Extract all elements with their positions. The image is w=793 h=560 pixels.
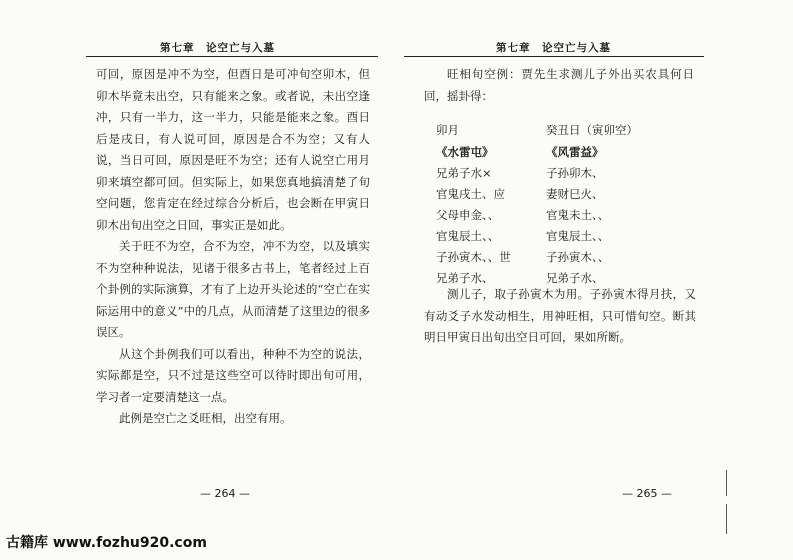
paragraph: 旺相旬空例：贾先生求测儿子外出买农具何日回，摇卦得： xyxy=(424,67,694,103)
month-label: 卯月 xyxy=(436,123,459,137)
right-page-number: — 265 — xyxy=(622,487,672,500)
hexagram-line: 官鬼未土、、 xyxy=(546,208,610,222)
left-page xyxy=(0,0,396,560)
hexagram-table xyxy=(436,142,706,285)
hexagram-line: 官鬼辰土、、 xyxy=(546,229,610,243)
left-header-rule xyxy=(86,56,378,57)
hexagram-line: 官鬼辰土、、 xyxy=(436,229,500,243)
left-page-number: — 264 — xyxy=(200,487,250,500)
hexagram-title: 《水雷屯》 xyxy=(436,145,494,159)
right-header-rule xyxy=(404,56,704,57)
day-label: 癸丑日（寅卯空） xyxy=(546,123,638,137)
left-body xyxy=(96,64,370,430)
changed-hexagram xyxy=(546,142,609,289)
right-analysis xyxy=(424,284,696,349)
paragraph: 可回，原因是冲不为空，但酉日是可冲旬空卯木，但卯木毕竟未出空，只有能来之象。或者说，未出空逢冲，只有一半力，这一半力，只能是能来之象。酉日后是戌日，有人说可回，原因是合不为空；又有人说，当日可回，原因是旺不为空；还有人说空亡用月卯来填空都可回。但实际上，如果您真地搞清楚了旬空问题，您肯定在经过综合分析后，也会断在甲寅日卯木出旬出空之日回，事实正是如此。 xyxy=(96,67,370,232)
hexagram-line: 兄弟子水、 xyxy=(546,271,604,285)
paragraph: 从这个卦例我们可以看出，种种不为空的说法，实际都是空，只不过是这些空可以待时即出旬可用，学习者一定要清楚这一点。 xyxy=(96,346,370,404)
hexagram-line: 子孙寅木、、世 xyxy=(436,250,511,264)
right-intro xyxy=(424,64,694,107)
scan-edge-mark xyxy=(726,470,727,496)
hexagram-line: 兄弟子水× xyxy=(436,166,492,180)
hexagram-line: 父母申金、、 xyxy=(436,208,500,222)
site-watermark: 古籍库 www.fozhu920.com xyxy=(6,535,207,551)
hexagram-line: 官鬼戌土、应 xyxy=(436,187,505,201)
left-page-header: 第七章 论空亡与入墓 xyxy=(160,42,275,54)
paragraph: 关于旺不为空，合不为空，冲不为空，以及填实不为空种种说法，见诸于很多古书上，笔者经过上百个卦例的实际演算，才有了上边开头论述的“空亡在实际运用中的意义”中的几点，从而清楚了这里边的很多误区。 xyxy=(96,239,370,339)
hexagram-line: 妻财巳火、 xyxy=(546,187,604,201)
primary-hexagram xyxy=(436,142,511,289)
paragraph: 测儿子，取子孙寅木为用。子孙寅木得月扶，又有动爻子水发动相生，用神旺相，只可惜旬空。断其明日甲寅日出旬出空日可回，果如所断。 xyxy=(424,287,696,344)
right-page-header: 第七章 论空亡与入墓 xyxy=(496,42,611,54)
paragraph: 此例是空亡之爻旺相，出空有用。 xyxy=(119,411,292,425)
hexagram-line: 子孙寅木、、 xyxy=(546,250,610,264)
scan-edge-mark xyxy=(726,504,727,534)
hexagram-title: 《风雷益》 xyxy=(546,145,604,159)
hexagram-line: 兄弟子水、 xyxy=(436,271,494,285)
right-page xyxy=(396,0,793,560)
hexagram-line: 子孙卯木、 xyxy=(546,166,604,180)
